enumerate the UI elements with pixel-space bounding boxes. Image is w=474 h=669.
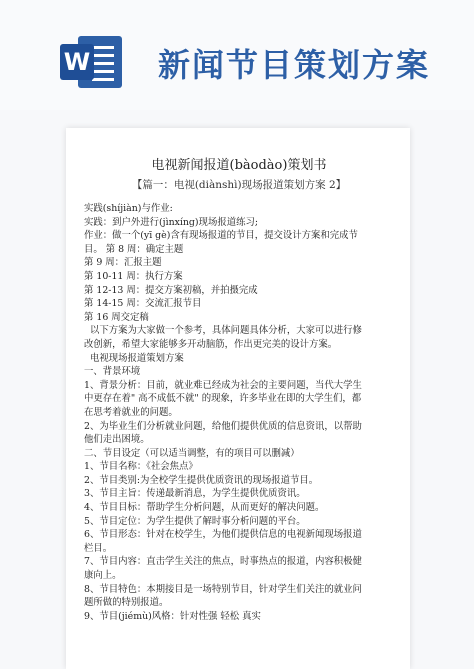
document-line: 8、节目特色：本期接目是一场特别节目，针对学生们关注的就业问 xyxy=(84,583,362,595)
document-line: 题所做的特别报道。 xyxy=(84,597,169,609)
banner-title: 新闻节目策划方案 xyxy=(158,46,431,84)
document-line: 二、节目设定（可以适当调整，有的项目可以删减） xyxy=(84,447,300,459)
document-line: 他们走出困境。 xyxy=(84,434,150,446)
document-line: 第 12-13 周：提交方案初稿，并拍摄完成 xyxy=(84,284,258,296)
document-content xyxy=(84,154,394,623)
document-line: 改创新，希望大家能够多开动脑筋，作出更完美的设计方案。 xyxy=(84,338,338,350)
document-line: 3、节目主旨：传递最新消息，为学生提供优质资讯。 xyxy=(84,488,306,500)
document-line: 1、背景分析：目前，就业难已经成为社会的主要问题，当代大学生 xyxy=(84,379,362,391)
document-subtitle: 【篇一：电视(diànshì)现场报道策划方案 2】 xyxy=(131,179,347,191)
document-line: 2、节目类别:为全校学生提供优质资讯的现场报道节目。 xyxy=(84,474,319,486)
document-line: 第 9 周：汇报主题 xyxy=(84,257,162,269)
document-body xyxy=(84,202,394,623)
document-line: 4、节目目标：帮助学生分析问题，从而更好的解决问题。 xyxy=(84,502,325,514)
header-banner xyxy=(0,0,474,110)
document-page xyxy=(66,128,410,669)
document-line: 实践(shíjiàn)与作业: xyxy=(84,203,173,214)
document-line: 第 16 周交定稿 xyxy=(84,311,149,323)
document-line: 康向上。 xyxy=(84,570,122,582)
document-line: 2、为毕业生们分析就业问题，给他们提供优质的信息资讯，以帮助 xyxy=(84,420,362,432)
word-document-icon xyxy=(60,36,122,88)
document-line: 7、节目内容：直击学生关注的焦点，时事热点的报道，内容积极健 xyxy=(84,556,362,568)
document-line: 6、节目形态：针对在校学生，为他们提供信息的电视新闻现场报道 xyxy=(84,529,362,541)
document-line: 第 10-11 周：执行方案 xyxy=(84,270,183,282)
document-line: 实践：到户外进行(jìnxíng)现场报道练习; xyxy=(84,216,258,228)
document-line: 1、节目名称：《社会焦点》 xyxy=(84,461,198,473)
document-line: 栏目。 xyxy=(84,542,113,554)
word-icon-letter: W xyxy=(60,44,94,80)
document-line: 以下方案为大家做一个参考，具体问题具体分析，大家可以进行修 xyxy=(84,325,362,337)
document-line: 5、节目定位：为学生提供了解时事分析问题的平台。 xyxy=(84,515,306,527)
document-line: 作业：做一个(yī gè)含有现场报道的节目，提交设计方案和完成节 xyxy=(84,230,358,242)
document-title: 电视新闻报道(bàodào)策划书 xyxy=(151,158,327,173)
document-line: 电视现场报道策划方案 xyxy=(84,352,184,364)
document-line: 目。 第 8 周：确定主题 xyxy=(84,243,184,255)
document-line: 第 14-15 周：交流汇报节目 xyxy=(84,298,202,310)
document-line: 中更存在着" 高不成低不就" 的现象，许多毕业在即的大学生们，都 xyxy=(84,393,362,405)
document-line: 9、节目(jiémù)风格：针对性强 轻松 真实 xyxy=(84,610,261,622)
document-line: 一、背景环境 xyxy=(84,366,141,378)
document-line: 在思考着就业的问题。 xyxy=(84,406,178,418)
